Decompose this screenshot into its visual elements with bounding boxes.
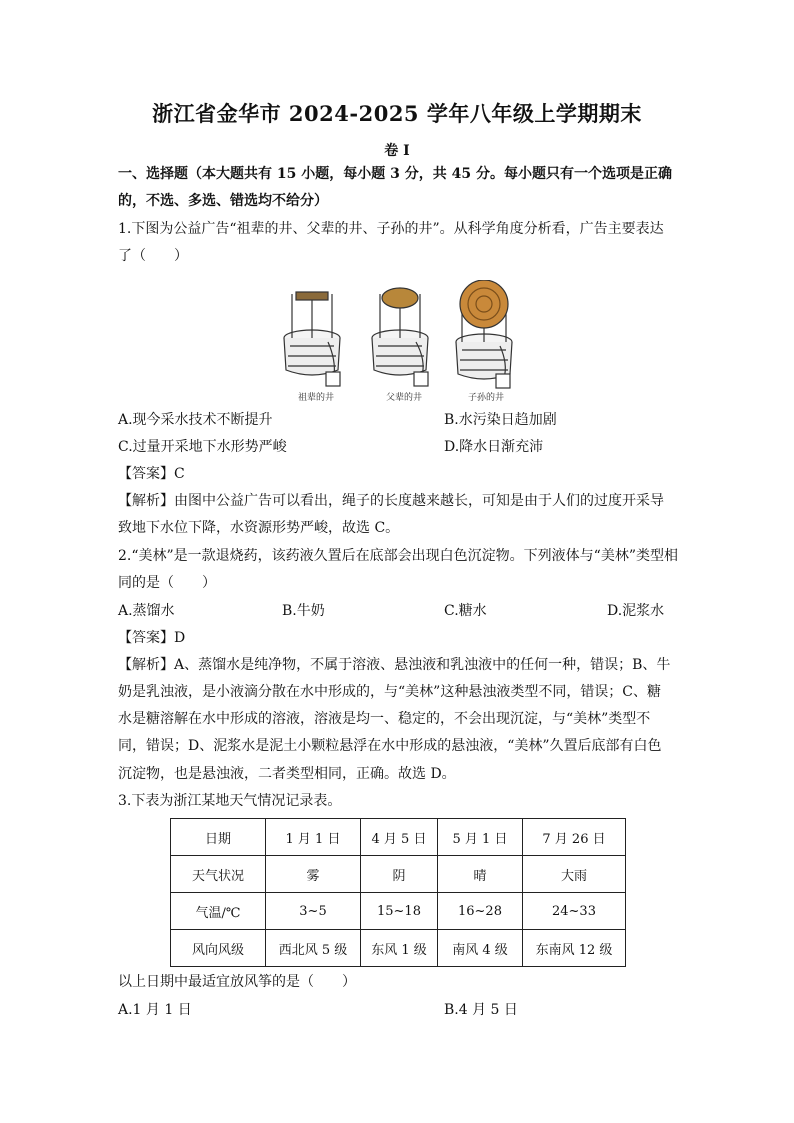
- q2-option-c: C.糖水: [444, 603, 487, 619]
- table-cell: 3~5: [266, 893, 361, 930]
- table-cell: 气温/℃: [171, 893, 266, 930]
- q1-option-d: D.降水日渐充沛: [444, 439, 544, 455]
- table-cell: 雾: [266, 856, 361, 893]
- q2-stem-line1: 2.“美林”是一款退烧药，该药液久置后在底部会出现白色沉淀物。下列液体与“美林”类型相: [118, 548, 678, 564]
- q2-option-d: D.泥浆水: [607, 603, 665, 619]
- q1-analysis-line1: 【解析】由图中公益广告可以看出，绳子的长度越来越长，可知是由于人们的过度开采导: [118, 493, 664, 509]
- table-cell: 西北风 5 级: [266, 930, 361, 967]
- q3-option-b: B.4 月 5 日: [444, 1002, 518, 1018]
- volume-label: 卷 I: [384, 143, 410, 159]
- q3-stem: 3.下表为浙江某地天气情况记录表。: [118, 793, 342, 809]
- well-parents: [372, 288, 428, 386]
- q1-analysis-line2: 致地下水位下降，水资源形势严峻，故选 C。: [118, 520, 400, 536]
- q1-stem-line1: 1.下图为公益广告“祖辈的井、父辈的井、子孙的井”。从科学角度分析看，广告主要表达: [118, 221, 664, 237]
- q1-option-c: C.过量开采地下水形势严峻: [118, 439, 287, 455]
- table-cell: 24~33: [523, 893, 626, 930]
- q2-stem-line2: 同的是（ ）: [118, 575, 216, 591]
- q1-stem-line2: 了（ ）: [118, 248, 188, 264]
- table-row: [171, 893, 626, 930]
- table-cell: 15~18: [361, 893, 438, 930]
- page-title: 浙江省金华市 2024-2025 学年八年级上学期期末: [152, 101, 642, 126]
- table-cell: 日期: [171, 819, 266, 856]
- q1-option-b: B.水污染日趋加剧: [444, 412, 557, 428]
- wells-image: [276, 280, 524, 402]
- q2-analysis-line5: 沉淀物，也是悬浊液，二者类型相同，正确。故选 D。: [118, 766, 456, 782]
- q3-question: 以上日期中最适宜放风筝的是（ ）: [118, 974, 356, 990]
- q2-analysis-line4: 同，错误；D、泥浆水是泥土小颗粒悬浮在水中形成的悬浊液，“美林”久置后底部有白色: [118, 738, 662, 754]
- table-cell: 1 月 1 日: [266, 819, 361, 856]
- table-cell: 阴: [361, 856, 438, 893]
- table-cell: 4 月 5 日: [361, 819, 438, 856]
- q2-option-b: B.牛奶: [282, 603, 325, 619]
- caption-well-3: 子孙的井: [468, 393, 505, 403]
- well-descendants: [456, 280, 512, 388]
- well-ancestors: [284, 292, 340, 386]
- table-cell: 7 月 26 日: [523, 819, 626, 856]
- table-cell: 东风 1 级: [361, 930, 438, 967]
- table-cell: 风向风级: [171, 930, 266, 967]
- table-cell: 晴: [438, 856, 523, 893]
- q1-answer: 【答案】C: [118, 466, 185, 482]
- wells-illustration: [276, 280, 524, 402]
- weather-table: [170, 818, 626, 967]
- table-cell: 南风 4 级: [438, 930, 523, 967]
- table-cell: 16~28: [438, 893, 523, 930]
- caption-well-1: 祖辈的井: [298, 393, 335, 403]
- q2-option-a: A.蒸馏水: [118, 603, 175, 619]
- table-cell: 5 月 1 日: [438, 819, 523, 856]
- table-cell: 大雨: [523, 856, 626, 893]
- table-row: [171, 930, 626, 967]
- q2-answer: 【答案】D: [118, 630, 186, 646]
- caption-well-2: 父辈的井: [386, 393, 423, 403]
- table-cell: 东南风 12 级: [523, 930, 626, 967]
- section-heading-line1: 一、选择题（本大题共有 15 小题，每小题 3 分，共 45 分。每小题只有一个选项是正确: [118, 166, 672, 182]
- table-row: [171, 856, 626, 893]
- q2-analysis-line2: 奶是乳浊液，是小液滴分散在水中形成的，与“美林”这种悬浊液类型不同，错误；C、糖: [118, 684, 662, 700]
- q2-analysis-line1: 【解析】A、蒸馏水是纯净物，不属于溶液、悬浊液和乳浊液中的任何一种，错误；B、牛: [118, 657, 671, 673]
- section-heading-line2: 的，不选、多选、错选均不给分）: [118, 193, 328, 209]
- q2-analysis-line3: 水是糖溶解在水中形成的溶液，溶液是均一、稳定的，不会出现沉淀，与“美林”类型不: [118, 711, 651, 727]
- table-cell: 天气状况: [171, 856, 266, 893]
- q3-option-a: A.1 月 1 日: [118, 1002, 192, 1018]
- q1-option-a: A.现今采水技术不断提升: [118, 412, 273, 428]
- table-header-row: [171, 819, 626, 856]
